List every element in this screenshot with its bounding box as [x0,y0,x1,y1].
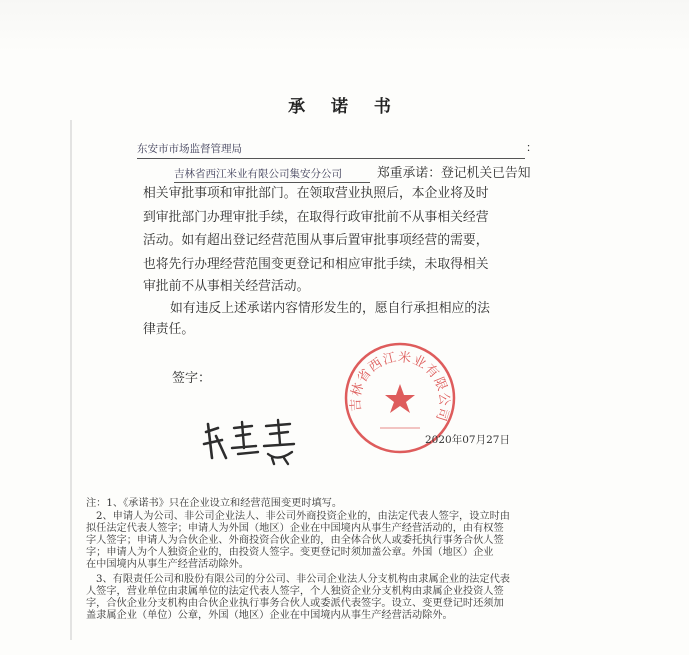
scan-edge [0,0,689,52]
paragraph-line: 律责任。 [143,322,195,337]
note-line: 字；申请人为个人独资企业的，由投资人签字。变更登记时须加盖公章。外国（地区）企业 [86,547,494,558]
recipient-authority: 东安市市场监督管理局 [137,140,525,159]
paragraph-line: 也将先行办理经营范围变更登记和相应审批手续，未取得相关 [143,257,489,272]
note-line: 字，合伙企业分支机构由合伙企业执行事务合伙人或委派代表签字。设立、变更登记时还须加 [86,598,504,609]
note-line: 2、申请人为公司、非公司企业法人、非公司外商投资企业的，由法定代表人签字，设立时由 [96,511,510,522]
seal-text: 吉林省西江米业有限公司 [348,350,452,424]
note-line: 3、有限责任公司和股份有限公司的分公司、非公司企业法人分支机构由隶属企业的法定代表 [96,574,510,585]
paragraph-line: 活动。如有超出登记经营范围从事后置审批事项经营的需要， [143,233,489,248]
note-line: 拟任法定代表人签字；申请人为外国（地区）企业在中国境内从事生产经营活动的，由有权签 [86,523,504,534]
seal-star-icon [385,384,415,413]
scan-artifact [70,120,72,640]
paragraph-line: 如有违反上述承诺内容情形发生的，愿自行承担相应的法 [170,301,490,316]
handwritten-signature [200,418,310,466]
paragraph-line: 郑重承诺：登记机关已告知 [377,166,531,181]
paragraph-line: 相关审批事项和审批部门。在领取营业执照后，本企业将及时 [143,186,489,201]
recipient-colon: ： [526,141,537,154]
note-line: 人签字，营业单位由隶属单位的法定代表人签字，个人独资企业分支机构由隶属企业投资人签 [86,586,504,597]
paragraph-line: 到审批部门办理审批手续，在取得行政审批前不从事相关经营 [143,210,489,225]
signing-date: 2020年07月27日 [425,434,510,446]
company-name: 吉林省西江米业有限公司集安分公司 [174,166,370,183]
document-title: 承 诺 书 [288,97,401,117]
note-line: 注：1、《承诺书》只在企业设立和经营范围变更时填写。 [86,498,343,509]
note-line: 盖隶属企业（单位）公章，外国（地区）企业在中国境内从事生产经营活动除外。 [86,610,453,621]
paragraph-line: 审批前不从事相关经营活动。 [143,279,310,294]
signature-label: 签字： [172,371,212,386]
note-line: 在中国境内从事生产经营活动除外。 [86,559,249,570]
note-line: 字人签字；申请人为合伙企业、外商投资合伙企业的，由全体合伙人或委托执行事务合伙人签 [86,535,504,546]
